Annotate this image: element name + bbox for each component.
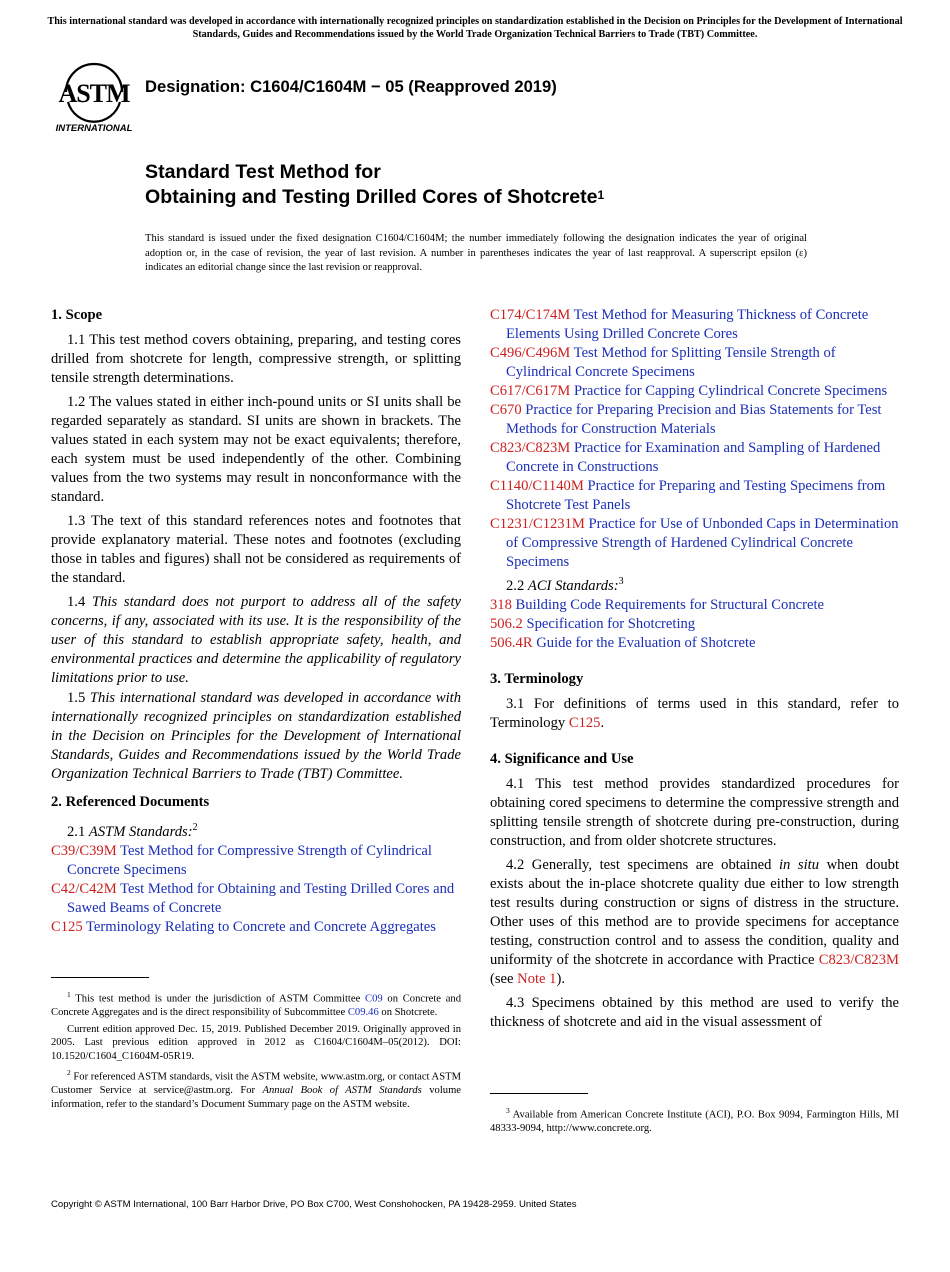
astm-logo <box>54 58 134 134</box>
copyright: Copyright © ASTM International, 100 Barr Harbor Drive, PO Box C700, West Conshohocken, PA 19428-2959. United States <box>51 1199 577 1210</box>
referenced-heading: 2. Referenced Documents <box>51 794 210 810</box>
logo-org: INTERNATIONAL <box>55 123 133 134</box>
ref-c125[interactable]: C125 Terminology Relating to Concrete and Concrete Aggregates <box>51 918 436 935</box>
ref-c1231[interactable]: C1231/C1231M Practice for Use of Unbonded Caps in Determination of Compressive Strength of Hardened Cylindrical Concrete Specimens <box>490 516 899 570</box>
para-1-5: 1.5 This international standard was developed in accordance with internationally recognized principles on standardization established in the Decision on Principles for the Development of International Standards, Guides and Recommendations issued by the World Trade Organization Technical Barriers to Trade (TBT) Committee. <box>51 690 462 782</box>
significance-heading: 4. Significance and Use <box>490 750 634 767</box>
title-line-2: Obtaining and Testing Drilled Cores of Shotcrete <box>145 186 598 208</box>
footnotes-left <box>51 988 461 1114</box>
ref-c42[interactable]: C42/C42M Test Method for Obtaining and Testing Drilled Cores and Sawed Beams of Concrete <box>51 880 455 916</box>
ref-c174[interactable]: C174/C174M Test Method for Measuring Thickness of Concrete Elements Using Drilled Concrete Cores <box>490 307 869 342</box>
ref-c823[interactable]: C823/C823M Practice for Examination and Sampling of Hardened Concrete in Constructions <box>490 440 881 475</box>
top-notice: This international standard was developed in accordance with internationally recognized principles on standardization established in the Decision on Principles for the Development of International Standards, Guides and Recommendations issued by the World Trade Organization Technical Barriers to Trade (TBT) Committee. <box>47 16 903 40</box>
footnote-1: $^1$ This test method is under the jurisdiction of ASTM Committee C09 on Concrete and Concrete Aggregates and is the direct responsibility of Subcommittee C09.46 on Shotcrete. <box>51 990 461 1019</box>
ref-c670[interactable]: C670 Practice for Preparing Precision and Bias Statements for Test Methods for Construction Materials <box>490 402 882 437</box>
footnote-1-edition: Current edition approved Dec. 15, 2019. Published December 2019. Originally approved in 2005. Last previous edition approved in 2012 as C1604/C1604M–05(2012). DOI: 10.1520/C1604_C1604M-05R19. <box>51 1023 461 1062</box>
title-line-1: Standard Test Method for <box>145 161 381 183</box>
right-column <box>490 306 899 1037</box>
para-1-3: 1.3 The text of this standard references notes and footnotes that provide explanatory material. These notes and footnotes (excluding those in tables and figures) shall not be considered as requirements of the standard. <box>51 513 461 586</box>
title-footnote-mark: 1 <box>597 188 605 202</box>
aci-standards-label: 2.2 ACI Standards:$^3$ <box>506 576 624 594</box>
footnote-rule-left <box>51 977 149 978</box>
footnote-2: $^2$ For referenced ASTM standards, visit the ASTM website, www.astm.org, or contact ASTM Customer Service at service@astm.org. For Annual Book of ASTM Standards volume information, refer to the standard’s Document Summary page on the ASTM website. <box>51 1068 462 1110</box>
footnote-3: $^3$ Available from American Concrete Institute (ACI), P.O. Box 9094, Farmington Hills, MI 48333-9094, http://www.concrete.org. <box>490 1106 899 1135</box>
ref-aci-506-2[interactable]: 506.2 Specification for Shotcreting <box>490 615 696 632</box>
para-1-2: 1.2 The values stated in either inch-pound units or SI units shall be regarded separately as standard. SI units are shown in brackets. The values stated in each system may not be exact equivalents; therefore, each system must be used independently of the other. Combining values from the two systems may result in nonconformance with the standard. <box>51 394 461 505</box>
designation: Designation: C1604/C1604M − 05 (Reapproved 2019) <box>145 77 557 96</box>
para-4-2: 4.2 Generally, test specimens are obtained in situ when doubt exists about the in-place shotcrete quality due either to low strength test results during construction or signs of distress in the structure. Other uses of this method are to provide specimens for acceptance testing, construction control and to assess the condition, quality and uniformity of the shotcrete in accordance with Practice C823/C823M (see Note 1). <box>490 856 900 987</box>
link-c823[interactable]: C823/C823M <box>818 951 899 968</box>
para-4-1: 4.1 This test method provides standardized procedures for obtaining cored specimens to determine the compressive strength and splitting tensile strength of shotcrete during pre-construction, during construction, and from older shotcrete structures. <box>490 775 899 849</box>
ref-c617[interactable]: C617/C617M Practice for Capping Cylindrical Concrete Specimens <box>490 383 888 399</box>
astm-standards-label: 2.1 ASTM Standards:$^2$ <box>67 822 198 840</box>
terminology-heading: 3. Terminology <box>490 670 584 687</box>
link-note-1[interactable]: Note 1 <box>517 970 557 987</box>
link-c09-46[interactable]: C09.46 <box>347 1007 379 1019</box>
issued-note: This standard is issued under the fixed designation C1604/C1604M; the number immediately following the designation indicates the year of original adoption or, in the case of revision, the year of last revision. A number in parentheses indicates the year of last reapproval. A superscript epsilon (ε) indicates an editorial change since the last revision or reapproval. <box>145 233 807 273</box>
footnotes-right <box>490 1104 899 1139</box>
link-c09[interactable]: C09 <box>365 993 383 1005</box>
ref-c1140[interactable]: C1140/C1140M Practice for Preparing and Testing Specimens from Shotcrete Test Panels <box>490 478 886 513</box>
left-column <box>51 306 461 937</box>
para-4-3: 4.3 Specimens obtained by this method are used to verify the thickness of shotcrete and aid in the visual assessment of <box>490 994 899 1030</box>
para-3-1: 3.1 For definitions of terms used in this standard, refer to Terminology C125. <box>490 695 899 731</box>
footnote-rule-right <box>490 1093 588 1094</box>
link-c125[interactable]: C125 <box>568 714 601 731</box>
para-1-4: 1.4 This standard does not purport to address all of the safety concerns, if any, associated with its use. It is the responsibility of the user of this standard to establish appropriate safety, health, and environmental practices and determine the applicability of regulatory limitations prior to use. <box>51 594 461 686</box>
scope-heading: 1. Scope <box>51 307 103 323</box>
ref-c496[interactable]: C496/C496M Test Method for Splitting Tensile Strength of Cylindrical Concrete Specimens <box>490 345 836 380</box>
logo-letters: ASTM <box>58 79 130 108</box>
document-title <box>145 160 604 210</box>
ref-aci-318[interactable]: 318 Building Code Requirements for Structural Concrete <box>490 596 824 613</box>
para-1-1: 1.1 This test method covers obtaining, preparing, and testing cores drilled from shotcrete for length, compressive strength, or splitting tensile strength determinations. <box>51 332 461 386</box>
ref-aci-506-4r[interactable]: 506.4R Guide for the Evaluation of Shotcrete <box>490 634 756 651</box>
ref-c39[interactable]: C39/C39M Test Method for Compressive Strength of Cylindrical Concrete Specimens <box>51 842 432 878</box>
